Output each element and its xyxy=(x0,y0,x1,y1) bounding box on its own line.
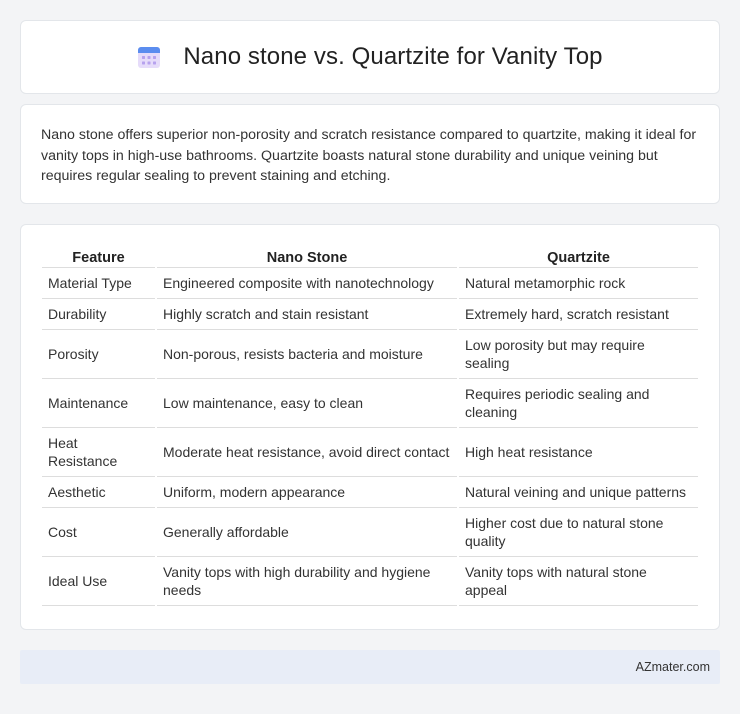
title-wrap xyxy=(137,43,602,71)
cell-quartzite: Vanity tops with natural stone appeal xyxy=(459,557,698,606)
table-header-row xyxy=(42,247,698,268)
cell-feature: Heat Resistance xyxy=(42,428,155,477)
table-row xyxy=(42,268,698,299)
page-title: Nano stone vs. Quartzite for Vanity Top xyxy=(183,43,603,70)
table-row xyxy=(42,299,698,330)
column-header-nano-stone: Nano Stone xyxy=(157,247,457,268)
comparison-table xyxy=(40,247,700,606)
comparison-table-card xyxy=(20,224,720,630)
cell-feature: Ideal Use xyxy=(42,557,155,606)
cell-quartzite: Requires periodic sealing and cleaning xyxy=(459,379,698,428)
column-header-quartzite: Quartzite xyxy=(459,247,698,268)
cell-nano-stone: Vanity tops with high durability and hygiene needs xyxy=(157,557,457,606)
cell-feature: Cost xyxy=(42,508,155,557)
column-header-feature: Feature xyxy=(42,247,155,268)
cell-quartzite: Natural metamorphic rock xyxy=(459,268,698,299)
cell-quartzite: Natural veining and unique patterns xyxy=(459,477,698,508)
header-card xyxy=(20,20,720,94)
cell-feature: Durability xyxy=(42,299,155,330)
cell-nano-stone: Engineered composite with nanotechnology xyxy=(157,268,457,299)
cell-quartzite: Extremely hard, scratch resistant xyxy=(459,299,698,330)
footer-bar xyxy=(20,650,720,684)
calendar-icon xyxy=(137,45,161,69)
table-row xyxy=(42,330,698,379)
table-row xyxy=(42,557,698,606)
cell-quartzite: Higher cost due to natural stone quality xyxy=(459,508,698,557)
cell-feature: Maintenance xyxy=(42,379,155,428)
summary-text: Nano stone offers superior non-porosity and scratch resistance compared to quartzite, making it ideal for vanity tops in high-use bathrooms. Quartzite boasts natural stone durability and unique veining but requires regular sealing to prevent staining and etching. xyxy=(41,127,697,184)
cell-nano-stone: Generally affordable xyxy=(157,508,457,557)
cell-feature: Aesthetic xyxy=(42,477,155,508)
summary-card xyxy=(20,104,720,204)
cell-feature: Porosity xyxy=(42,330,155,379)
table-row xyxy=(42,508,698,557)
footer-source-link[interactable]: AZmater.com xyxy=(635,660,710,674)
table-row xyxy=(42,477,698,508)
cell-quartzite: High heat resistance xyxy=(459,428,698,477)
table-row xyxy=(42,379,698,428)
cell-nano-stone: Moderate heat resistance, avoid direct contact xyxy=(157,428,457,477)
cell-nano-stone: Low maintenance, easy to clean xyxy=(157,379,457,428)
table-row xyxy=(42,428,698,477)
cell-nano-stone: Non-porous, resists bacteria and moisture xyxy=(157,330,457,379)
cell-nano-stone: Uniform, modern appearance xyxy=(157,477,457,508)
cell-quartzite: Low porosity but may require sealing xyxy=(459,330,698,379)
cell-feature: Material Type xyxy=(42,268,155,299)
cell-nano-stone: Highly scratch and stain resistant xyxy=(157,299,457,330)
